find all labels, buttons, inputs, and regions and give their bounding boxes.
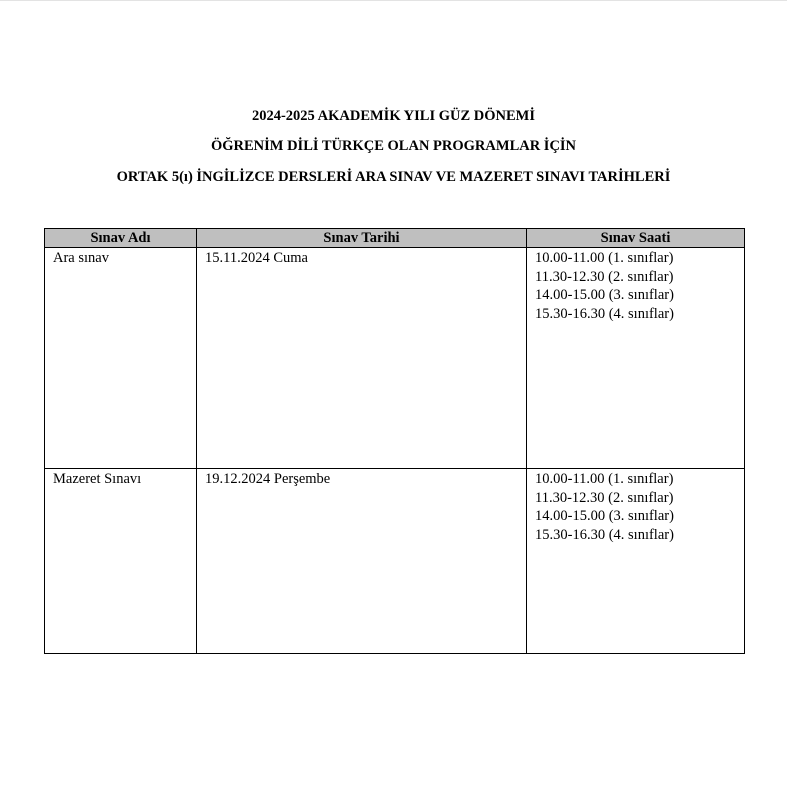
exam-time-cell [527,469,745,654]
exam-name-cell: Ara sınav [45,248,197,469]
time-slot: 14.00-15.00 (3. sınıflar) [535,508,674,524]
exam-schedule-table [44,228,745,654]
header-exam-date: Sınav Tarihi [197,229,527,248]
top-divider [0,0,787,1]
table-header-row [45,229,745,248]
header-exam-time: Sınav Saati [527,229,745,248]
time-slot: 11.30-12.30 (2. sınıflar) [535,268,674,285]
time-slot: 15.30-16.30 (4. sınıflar) [535,526,674,543]
document-title-line-1: 2024-2025 AKADEMİK YILI GÜZ DÖNEMİ [251,108,536,124]
exam-time-cell [527,248,745,469]
time-slot: 10.00-11.00 (1. sınıflar) [535,250,674,266]
table-row [45,469,745,654]
header-exam-name: Sınav Adı [45,229,197,248]
exam-date-cell: 19.12.2024 Perşembe [197,469,527,654]
time-slot: 15.30-16.30 (4. sınıflar) [535,305,674,322]
exam-date-cell: 15.11.2024 Cuma [197,248,527,469]
document-title-line-3: ORTAK 5(ı) İNGİLİZCE DERSLERİ ARA SINAV VE MAZERET SINAVI TARİHLERİ [116,169,671,185]
table-row [45,248,745,469]
exam-name-cell: Mazeret Sınavı [45,469,197,654]
time-slot: 10.00-11.00 (1. sınıflar) [535,471,674,487]
time-slot: 11.30-12.30 (2. sınıflar) [535,489,674,506]
time-slot: 14.00-15.00 (3. sınıflar) [535,287,674,303]
document-title-line-2: ÖĞRENİM DİLİ TÜRKÇE OLAN PROGRAMLAR İÇİN [210,138,577,154]
